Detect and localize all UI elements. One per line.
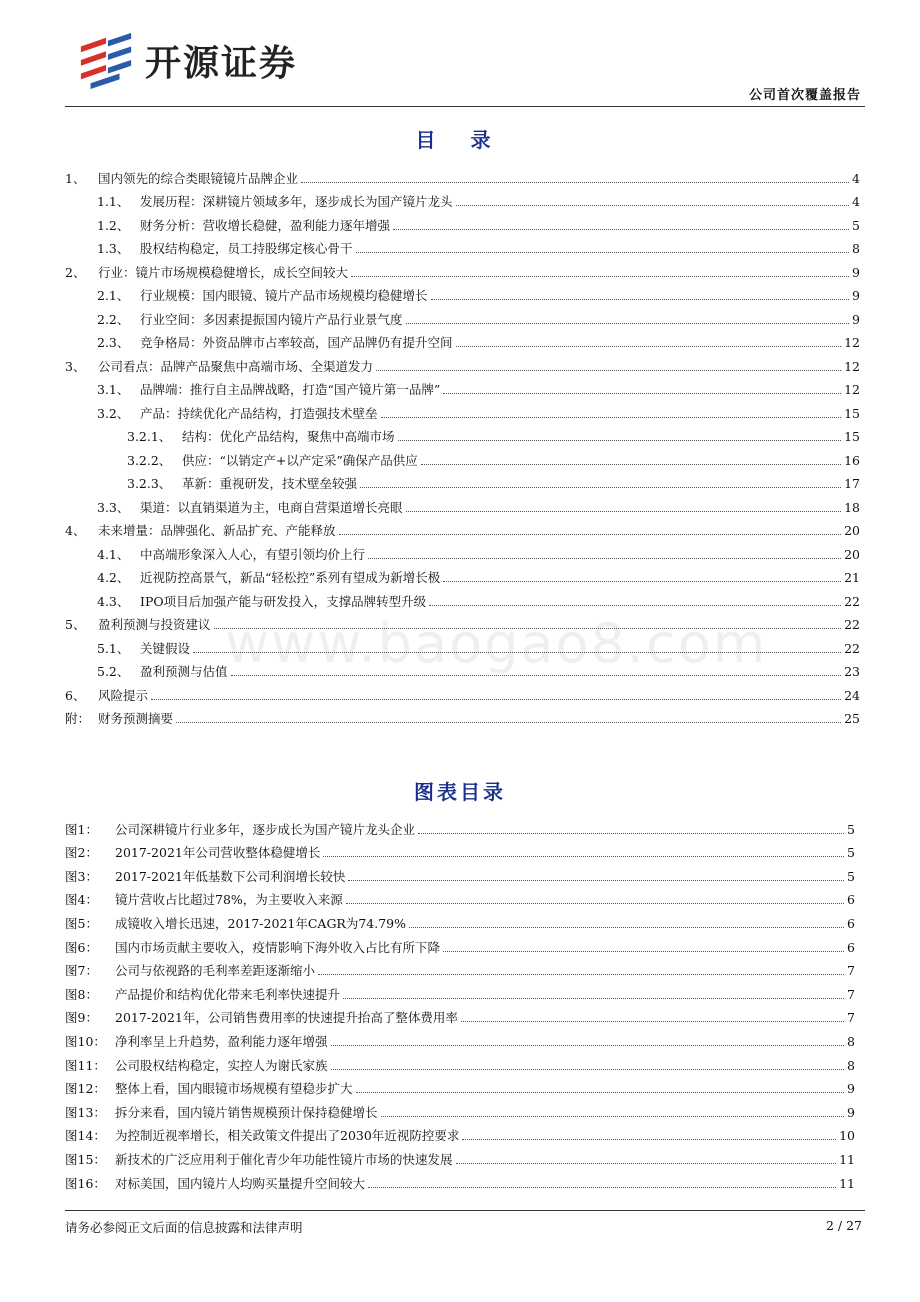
figure-entry[interactable] [65,1026,855,1050]
toc-entry-page: 22 [844,593,860,609]
toc-entry-page: 9 [852,311,860,327]
toc-entry-number: 1.2、 [97,217,130,233]
figure-entry-label [65,822,415,838]
figure-entry[interactable] [65,932,855,956]
figure-entry[interactable] [65,1168,855,1192]
figure-entry[interactable] [65,814,855,838]
figure-entry-label [65,940,440,956]
figure-entry-text: 新技术的广泛应用利于催化青少年功能性镜片市场的快速发展 [115,1151,453,1167]
disclaimer-text: 请务必参阅正文后面的信息披露和法律声明 [65,1220,303,1235]
toc-entry-page: 20 [844,546,860,562]
toc-entry-page: 23 [844,664,860,679]
toc-entry[interactable] [65,210,860,234]
toc-entry-label [97,335,453,351]
header-divider [65,106,865,107]
figure-list [65,814,855,1192]
toc-entry-text: 国内领先的综合类眼镜镜片品牌企业 [98,170,299,186]
figure-entry[interactable] [65,956,855,980]
figure-entry-page: 7 [847,963,855,979]
toc-entry-label [65,617,211,633]
toc-entry-page: 12 [844,358,860,374]
toc-entry-number: 5.1、 [97,640,130,656]
toc-entry-number: 附： [65,711,91,726]
toc-entry-text: 发展历程：深耕镜片领域多年，逐步成长为国产镜片龙头 [140,194,453,209]
toc-entry-text: 产品：持续优化产品结构，打造强技术壁垒 [140,405,378,421]
toc-entry-text: 未来增量：品牌强化、新品扩充、产能释放 [98,523,336,538]
toc-entry-page: 15 [844,405,860,421]
dot-leader [331,1069,845,1070]
toc-entry[interactable] [65,163,860,187]
toc-entry-label [97,382,440,398]
dot-leader [462,1139,836,1140]
figure-entry-label [65,1128,459,1144]
dot-leader [376,370,841,371]
dot-leader [323,856,844,857]
figure-entry-page: 10 [839,1128,855,1144]
toc-entry-text: 股权结构稳定，员工持股绑定核心骨干 [140,241,353,256]
toc-entry-label [65,171,298,187]
toc-entry-number: 4、 [65,523,86,538]
toc-entry[interactable] [65,234,860,258]
dot-leader [456,1163,837,1164]
figure-entry-number: 图14： [65,1128,106,1144]
toc-entry-text: 供应：“以销定产+以产定采”确保产品供应 [182,452,418,468]
figure-entry-text: 公司深耕镜片行业多年，逐步成长为国产镜片龙头企业 [115,821,416,837]
toc-entry-text: 财务预测摘要 [98,711,174,726]
watermark: www.baogao8.com [225,612,768,675]
toc-entry-page: 4 [852,194,860,209]
page-header [65,20,865,106]
company-name: 开源证券 [145,42,298,84]
figure-entry-label [65,1058,328,1074]
toc-entry-text: 公司看点：品牌产品聚焦中高端市场、全渠道发力 [98,358,374,374]
figure-entry-text: 2017-2021年公司营收整体稳健增长 [115,845,321,861]
toc-entry-label [97,641,190,657]
toc-entry-number: 5、 [65,617,86,632]
figure-entry-page: 7 [847,986,855,1002]
figure-entry-text: 2017-2021年，公司销售费用率的快速提升抬高了整体费用率 [115,1010,458,1026]
company-logo [77,30,297,90]
toc-entry[interactable] [65,281,860,305]
toc-entry-text: 竞争格局：外资品牌市占率较高，国产品牌仍有提升空间 [140,335,453,350]
toc-entry[interactable] [65,422,860,446]
figure-entry-label [65,845,320,861]
figure-entry-page: 6 [847,915,855,931]
toc-entry-number: 2.3、 [97,335,130,350]
toc-entry-page: 4 [852,170,860,186]
figure-entry-number: 图1： [65,821,98,837]
dot-leader [418,833,844,834]
toc-entry-number: 3.2、 [97,405,130,421]
toc-entry-page: 18 [844,499,860,515]
toc-entry[interactable] [65,469,860,493]
toc-entry[interactable] [65,539,860,563]
toc-entry-label [97,312,403,328]
figure-entry[interactable] [65,861,855,885]
figure-entry-label [65,1105,378,1121]
toc-entry-number: 6、 [65,687,86,703]
dot-leader [443,393,841,394]
figure-entry[interactable] [65,1050,855,1074]
toc-entry-text: 财务分析：营收增长稳健，盈利能力逐年增强 [140,217,391,233]
figure-entry-number: 图7： [65,963,98,979]
dot-leader [406,323,850,324]
figure-entry-page: 11 [839,1151,855,1167]
toc-entry-page: 17 [844,476,860,491]
figure-entry-page: 5 [847,821,855,837]
toc-entry-text: 行业：镜片市场规模稳健增长，成长空间较大 [98,264,349,280]
dot-leader [176,722,841,723]
figure-entry-page: 9 [847,1104,855,1120]
toc-entry-text: 近视防控高景气，新品“轻松控”系列有望成为新增长极 [140,570,441,585]
figure-entry-page: 8 [847,1033,855,1049]
toc-entry-text: 风险提示 [98,687,149,703]
figure-entry[interactable] [65,1144,855,1168]
figure-list-title: 图表目录 [414,780,506,804]
toc-entry[interactable] [65,445,860,469]
dot-leader [368,558,841,559]
dot-leader [406,511,842,512]
toc-entry-page: 20 [844,523,860,538]
toc-entry-number: 1.1、 [97,194,130,209]
dot-leader [343,998,844,999]
toc-entry-page: 16 [844,452,860,468]
figure-entry-text: 镜片营收占比超过78%，为主要收入来源 [115,892,343,908]
figure-entry[interactable] [65,1097,855,1121]
toc-entry-text: 关键假设 [140,640,191,656]
figure-entry-page: 6 [847,939,855,955]
figure-entry-number: 图4： [65,892,98,908]
toc-entry-text: 盈利预测与估值 [140,664,228,679]
figure-entry-number: 图15： [65,1151,106,1167]
toc-entry-page: 22 [844,640,860,656]
figure-entry-text: 对标美国，国内镜片人均购买量提升空间较大 [115,1175,366,1191]
toc-entry-number: 2.1、 [97,288,130,303]
toc-entry-page: 5 [852,217,860,233]
figure-entry-text: 为控制近视率增长，相关政策文件提出了2030年近视防控要求 [115,1128,460,1144]
figure-entry-label [65,963,315,979]
toc-entry-number: 4.3、 [97,593,130,609]
figure-entry[interactable] [65,908,855,932]
figure-entry-label [65,892,343,908]
figure-entry-number: 图11： [65,1057,106,1073]
figure-entry[interactable] [65,1003,855,1027]
figure-entry-number: 图2： [65,845,98,861]
page-number: 2 / 27 [825,1218,862,1233]
report-type-label: 公司首次覆盖报告 [748,88,861,103]
dot-leader [346,903,844,904]
figure-entry-page: 6 [847,892,855,908]
dot-leader [431,299,850,300]
toc-entry-text: 行业规模：国内眼镜、镜片产品市场规模均稳健增长 [140,288,428,303]
toc-entry-label [97,664,228,680]
figure-entry-page: 5 [847,845,855,861]
toc-entry-page: 24 [844,687,860,703]
figure-entry-text: 产品提价和结构优化带来毛利率快速提升 [115,986,341,1002]
figure-entry-number: 图6： [65,939,98,955]
toc-entry[interactable] [65,304,860,328]
dot-leader [339,534,842,535]
figure-entry-text: 国内市场贡献主要收入，疫情影响下海外收入占比有所下降 [115,939,441,955]
dot-leader [151,699,841,700]
toc-entry-page: 8 [852,241,860,256]
figure-entry[interactable] [65,885,855,909]
figure-entry-label [65,1010,458,1026]
toc-entry-page: 9 [852,264,860,280]
figure-entry-page: 5 [847,868,855,884]
dot-leader [398,440,842,441]
toc-entry-page: 21 [844,570,860,585]
dot-leader [409,927,844,928]
toc-entry[interactable] [65,398,860,422]
dot-leader [381,1116,845,1117]
toc-entry[interactable] [65,516,860,540]
toc-entry-page: 22 [844,617,860,632]
toc-entry-number: 1.3、 [97,241,130,256]
dot-leader [360,487,841,488]
dot-leader [443,581,841,582]
figure-entry-label [65,1152,453,1168]
dot-leader [331,1045,845,1046]
dot-leader [456,205,850,206]
figure-entry-number: 图16： [65,1175,106,1191]
dot-leader [368,1187,836,1188]
toc-entry-label [65,359,373,375]
toc-entry-label [97,218,390,234]
toc-entry-label [127,476,357,492]
figure-entry-label [65,916,406,932]
figure-entry-number: 图5： [65,915,98,931]
toc-entry-page: 9 [852,288,860,303]
dot-leader [456,346,842,347]
figure-entry-page: 8 [847,1057,855,1073]
toc-entry-label [97,594,426,610]
toc-entry-label [127,429,395,445]
footer-divider [65,1210,865,1211]
figure-entry-label [65,1081,353,1097]
figure-entry[interactable] [65,838,855,862]
toc-entry-text: 盈利预测与投资建议 [98,617,211,632]
dot-leader [301,182,849,183]
toc-entry[interactable] [65,257,860,281]
toc-entry[interactable] [65,492,860,516]
toc-entry-number: 3、 [65,358,86,374]
figure-entry-label [65,869,345,885]
toc-entry-label [65,523,336,539]
toc-entry-label [97,570,440,586]
toc-entry[interactable] [65,351,860,375]
toc-entry-label [65,265,348,281]
dot-leader [348,880,844,881]
toc-entry-label [97,194,453,210]
toc-entry-page: 25 [844,711,860,726]
figure-entry-text: 公司股权结构稳定，实控人为谢氏家族 [115,1057,328,1073]
toc-entry[interactable] [65,563,860,587]
toc-entry-text: 革新：重视研发，技术壁垒较强 [182,476,358,491]
figure-entry-number: 图13： [65,1104,106,1120]
toc-entry-number: 3.2.3、 [127,476,172,491]
dot-leader [393,229,849,230]
toc-entry-text: 渠道：以直销渠道为主，电商自营渠道增长亮眼 [140,499,403,515]
toc-entry-label [127,453,418,469]
toc-entry-text: 结构：优化产品结构，聚焦中高端市场 [182,429,395,444]
figure-entry-number: 图3： [65,868,98,884]
toc-entry-number: 5.2、 [97,664,130,679]
dot-leader [318,974,844,975]
toc-entry-page: 12 [844,382,860,397]
figure-entry-text: 2017-2021年低基数下公司利润增长较快 [115,868,346,884]
toc-entry-number: 2、 [65,264,86,280]
figure-entry-text: 净利率呈上升趋势，盈利能力逐年增强 [115,1033,328,1049]
figure-entry[interactable] [65,979,855,1003]
toc-entry[interactable] [65,704,860,728]
figure-entry-page: 11 [839,1175,855,1191]
toc-entry-text: 品牌端：推行自主品牌战略，打造“国产镜片第一品牌” [140,382,441,397]
toc-entry-text: 行业空间：多因素提振国内镜片产品行业景气度 [140,311,403,327]
figure-entry-label [65,1176,365,1192]
toc-entry-number: 4.1、 [97,546,130,562]
figure-entry[interactable] [65,1121,855,1145]
figure-entry-text: 拆分来看，国内镜片销售规模预计保持稳健增长 [115,1104,378,1120]
toc-entry-text: 中高端形象深入人心，有望引领均价上行 [140,546,366,562]
toc-entry-number: 3.3、 [97,499,130,515]
toc-entry-label [97,288,428,304]
dot-leader [356,1092,845,1093]
figure-entry-label [65,1034,328,1050]
figure-entry-text: 整体上看，国内眼镜市场规模有望稳步扩大 [115,1081,353,1097]
toc-entry-number: 1、 [65,170,86,186]
figure-entry-text: 成镜收入增长迅速，2017-2021年CAGR为74.79% [115,915,406,931]
toc-entry-label [97,547,365,563]
toc-entry-number: 3.1、 [97,382,130,397]
figure-entry-number: 图10： [65,1033,106,1049]
toc-entry-text: IPO项目后加强产能与研发投入，支撑品牌转型升级 [140,593,427,609]
toc-entry[interactable] [65,328,860,352]
toc-entry-label [65,688,148,704]
toc-title: 目 录 [415,128,505,152]
toc-entry-label [65,711,173,727]
figure-entry-page: 7 [847,1010,855,1026]
figure-entry-text: 公司与依视路的毛利率差距逐渐缩小 [115,963,316,979]
dot-leader [461,1021,844,1022]
toc-entry-page: 15 [844,429,860,444]
dot-leader [421,464,841,465]
toc-entry[interactable] [65,680,860,704]
toc-entry-number: 3.2.1、 [127,429,172,444]
toc-entry[interactable] [65,586,860,610]
dot-leader [381,417,842,418]
toc-entry-label [97,406,378,422]
dot-leader [443,951,844,952]
dot-leader [429,605,841,606]
toc-entry-number: 3.2.2、 [127,452,172,468]
figure-entry-number: 图9： [65,1010,98,1026]
toc-entry-label [97,500,403,516]
toc-entry-page: 12 [844,335,860,350]
toc-entry[interactable] [65,375,860,399]
toc-entry[interactable] [65,187,860,211]
toc-entry-label [97,241,353,257]
dot-leader [356,252,850,253]
figure-entry-number: 图8： [65,986,98,1002]
figure-entry-number: 图12： [65,1081,106,1097]
figure-entry-page: 9 [847,1081,855,1097]
dot-leader [231,675,842,676]
figure-entry[interactable] [65,1074,855,1098]
toc-entry-number: 2.2、 [97,311,130,327]
figure-entry-label [65,987,340,1003]
dot-leader [351,276,849,277]
toc-entry-number: 4.2、 [97,570,130,585]
kaiyuan-logo-icon [77,31,135,89]
